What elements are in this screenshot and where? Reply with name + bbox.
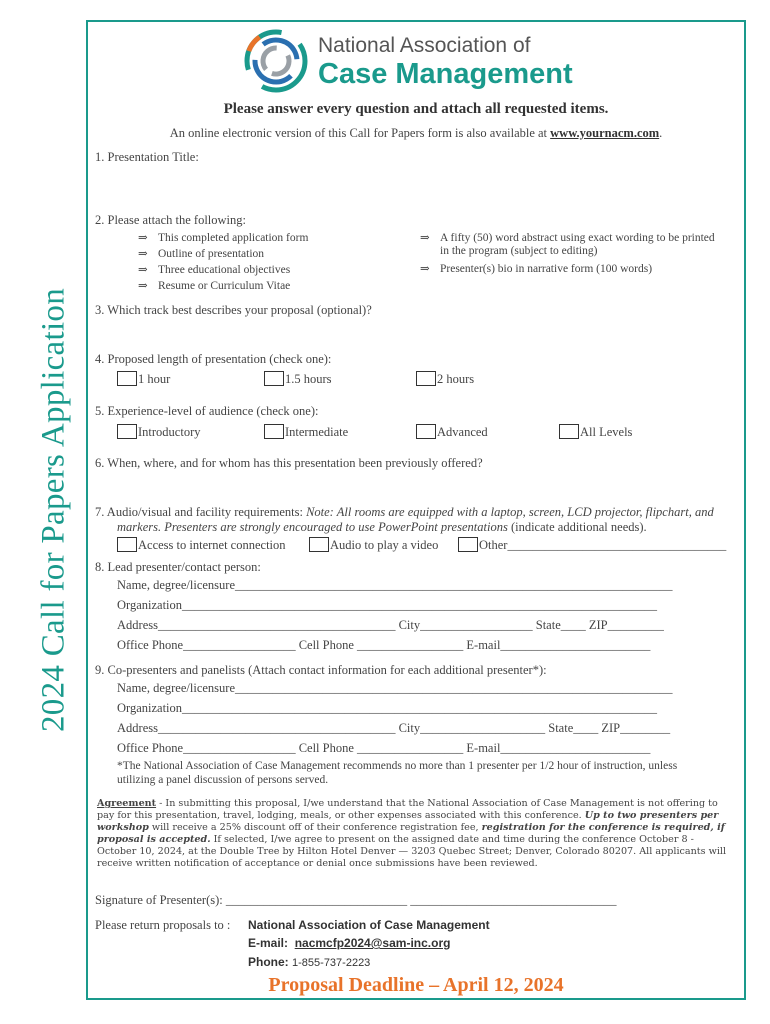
q2-item-right-1-cont: in the program (subject to editing)	[440, 245, 598, 257]
q4-option-2[interactable]: 1.5 hours	[264, 371, 332, 387]
arrow-icon: ⇒	[138, 264, 148, 276]
checkbox[interactable]	[309, 537, 329, 552]
return-email: E-mail: nacmcfp2024@sam-inc.org	[248, 936, 451, 950]
agreement-label: Agreement	[97, 798, 157, 809]
email-link[interactable]: nacmcfp2024@sam-inc.org	[294, 936, 451, 950]
subheading-text: An online electronic version of this Call for Papers form is also available at	[169, 126, 548, 140]
q7-label-cont: markers. Presenters are strongly encouraged to use PowerPoint presentations (indicate additional needs).	[117, 520, 647, 534]
q4-option-1[interactable]: 1 hour	[117, 371, 170, 387]
q2-item-right-2: ⇒ Presenter(s) bio in narrative form (100 words)	[420, 263, 653, 275]
q7-note: Note: All rooms are equipped with a laptop, screen, LCD projector, flipchart, and	[306, 505, 714, 519]
logo-rings-icon	[240, 26, 314, 96]
website-link[interactable]: www.yournacm.com	[550, 126, 660, 140]
footnote-cont: utilizing a panel discussion of persons served.	[117, 774, 329, 786]
q2-item-left-3: ⇒ Three educational objectives	[138, 264, 291, 276]
page-heading: Please answer every question and attach all requested items.	[223, 101, 609, 117]
q2-item-left-1: ⇒ This completed application form	[138, 232, 309, 244]
q2-item-left-4: ⇒ Resume or Curriculum Vitae	[138, 280, 291, 292]
q1-label: 1. Presentation Title:	[95, 150, 199, 164]
q5-option-1[interactable]: Introductory	[117, 424, 200, 440]
signature-line[interactable]: Signature of Presenter(s): _____________________________ _________________________________	[95, 893, 617, 907]
q9-address-field[interactable]: Address______________________________________ City____________________ State____ ZIP________	[117, 721, 671, 735]
q7-option-3[interactable]: Other___________________________________	[458, 537, 726, 553]
q8-org-field[interactable]: Organization____________________________________________________________________________	[117, 598, 658, 612]
q2-label: 2. Please attach the following:	[95, 213, 247, 227]
return-phone: Phone: 1-855-737-2223	[248, 955, 371, 969]
q2-item-left-2: ⇒ Outline of presentation	[138, 248, 265, 260]
q7-label: 7. Audio/visual and facility requirements: Note: All rooms are equipped with a laptop, screen, LCD projector, flipchart, and	[95, 505, 714, 519]
return-label: Please return proposals to :	[95, 918, 231, 932]
q9-label: 9. Co-presenters and panelists (Attach contact information for each additional presenter*):	[95, 663, 547, 677]
checkbox[interactable]	[117, 424, 137, 439]
sidebar	[22, 20, 86, 1000]
q4-label: 4. Proposed length of presentation (check one):	[95, 352, 332, 366]
arrow-icon: ⇒	[138, 280, 148, 292]
q8-phones-field[interactable]: Office Phone__________________ Cell Phone _________________ E-mail________________________	[117, 638, 651, 652]
q9-phones-field[interactable]: Office Phone__________________ Cell Phone _________________ E-mail________________________	[117, 741, 651, 755]
agreement: Agreement - In submitting this proposal, I/we understand that the National Association of Case Management is not offering to pay for this presentation, travel, lodging, meals, or other expenses associated with this conference. Up to two presenters per workshop will receive a 25% discount off of their conference registration fee, registration for the conference is required, if proposal is accepted. If selected, I/we agree to present on the assigned date and time during the conference October 8 - October 10, 2024, at the Double Tree by Hilton Hotel Denver — 3203 Quebec Street; Denver, Colorado 80207. All applicants will receive written notification of acceptance or denial once submissions have been reviewed.	[97, 798, 727, 869]
arrow-icon: ⇒	[420, 263, 430, 275]
q8-address-field[interactable]: Address______________________________________ City__________________ State____ ZIP_________	[117, 618, 664, 632]
q5-option-2[interactable]: Intermediate	[264, 424, 348, 440]
q2-item-right-1: ⇒ A fifty (50) word abstract using exact wording to be printed	[420, 232, 715, 244]
q8-label: 8. Lead presenter/contact person:	[95, 560, 261, 574]
q4-option-3[interactable]: 2 hours	[416, 371, 474, 387]
checkbox[interactable]	[458, 537, 478, 552]
logo	[240, 26, 620, 96]
q3-label: 3. Which track best describes your proposal (optional)?	[95, 303, 372, 317]
proposal-deadline: Proposal Deadline – April 12, 2024	[268, 974, 564, 996]
arrow-icon: ⇒	[420, 232, 430, 244]
q5-option-4[interactable]: All Levels	[559, 424, 632, 440]
checkbox[interactable]	[416, 371, 436, 386]
sidebar-title: 2024 Call for Papers Application	[35, 287, 72, 733]
q9-name-field[interactable]: Name, degree/licensure______________________________________________________________________	[117, 681, 673, 695]
q9-org-field[interactable]: Organization____________________________________________________________________________	[117, 701, 658, 715]
logo-line1: National Association of	[318, 34, 531, 57]
q6-label: 6. When, where, and for whom has this presentation been previously offered?	[95, 456, 483, 470]
q7-option-2[interactable]: Audio to play a video	[309, 537, 438, 553]
subheading: An online electronic version of this Call for Papers form is also available at www.yournacm.com.	[169, 126, 663, 140]
return-org: National Association of Case Management	[248, 918, 490, 932]
checkbox[interactable]	[559, 424, 579, 439]
q7-option-1[interactable]: Access to internet connection	[117, 537, 286, 553]
q8-name-field[interactable]: Name, degree/licensure______________________________________________________________________	[117, 578, 673, 592]
q5-label: 5. Experience-level of audience (check one):	[95, 404, 319, 418]
checkbox[interactable]	[117, 537, 137, 552]
logo-line2: Case Management	[318, 58, 573, 90]
checkbox[interactable]	[264, 424, 284, 439]
arrow-icon: ⇒	[138, 248, 148, 260]
footnote: *The National Association of Case Management recommends no more than 1 presenter per 1/2 hour of instruction, unless	[117, 760, 678, 772]
q5-option-3[interactable]: Advanced	[416, 424, 488, 440]
checkbox[interactable]	[264, 371, 284, 386]
checkbox[interactable]	[416, 424, 436, 439]
arrow-icon: ⇒	[138, 232, 148, 244]
checkbox[interactable]	[117, 371, 137, 386]
